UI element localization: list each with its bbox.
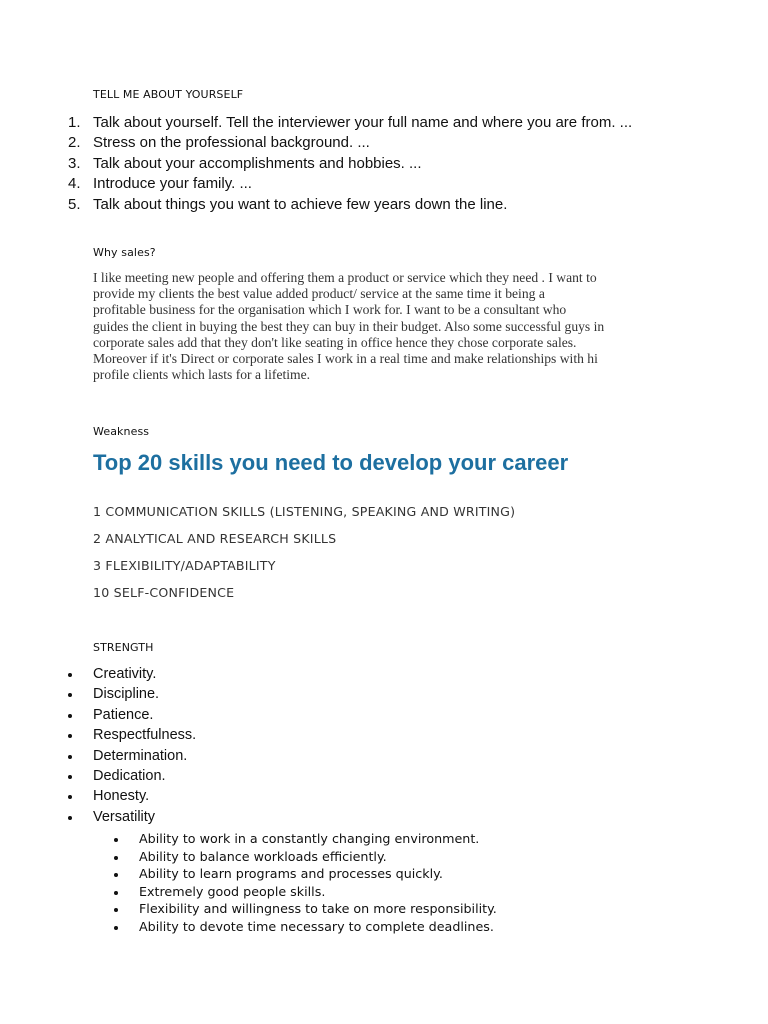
paragraph-line: Moreover if it's Direct or corporate sales I work in a real time and make relationships with hi bbox=[93, 350, 598, 366]
list-item bbox=[110, 848, 497, 866]
list-text: Extremely good people skills. bbox=[139, 883, 326, 899]
list-text: Stress on the professional background. ... bbox=[93, 134, 370, 152]
bullet-icon bbox=[114, 856, 118, 860]
tell-me-list bbox=[64, 113, 632, 215]
bullet-icon bbox=[68, 755, 72, 759]
list-item bbox=[110, 918, 497, 936]
list-item bbox=[64, 786, 196, 806]
list-text: Ability to work in a constantly changing environment. bbox=[139, 831, 480, 846]
list-text: Patience. bbox=[93, 706, 154, 723]
list-number: 3. bbox=[68, 154, 81, 172]
bullet-icon bbox=[68, 816, 72, 820]
list-item bbox=[64, 113, 632, 133]
list-item bbox=[64, 664, 196, 684]
bullet-icon bbox=[68, 673, 72, 677]
paragraph-line: guides the client in buying the best they can buy in their budget. Also some successful guys in bbox=[93, 318, 605, 334]
list-item bbox=[64, 725, 196, 745]
paragraph-line: profile clients which lasts for a lifetime. bbox=[93, 367, 311, 383]
list-number: 4. bbox=[68, 175, 81, 193]
list-text: Ability to learn programs and processes quickly. bbox=[139, 866, 443, 882]
list-text: Flexibility and willingness to take on more responsibility. bbox=[139, 901, 497, 917]
list-text: Talk about your accomplishments and hobbies. ... bbox=[93, 154, 422, 172]
list-text: Versatility bbox=[93, 808, 156, 825]
list-item bbox=[64, 133, 632, 153]
bullet-icon bbox=[114, 926, 118, 930]
list-number: 1. bbox=[68, 114, 81, 131]
paragraph-line: corporate sales add that they don't like seating in office hence they chose corporate sales. bbox=[93, 334, 577, 350]
skill-item: 3 FLEXIBILITY/ADAPTABILITY bbox=[93, 558, 276, 573]
versatility-list bbox=[110, 830, 497, 936]
bullet-icon bbox=[114, 908, 118, 912]
weakness-heading: Weakness bbox=[93, 425, 150, 438]
paragraph-line: profitable business for the organisation which I work for. I want to be a consultant who bbox=[93, 302, 567, 318]
strength-heading: STRENGTH bbox=[93, 641, 154, 654]
list-item bbox=[110, 900, 497, 918]
paragraph-line: I like meeting new people and offering them a product or service which they need . I want to bbox=[93, 270, 597, 285]
list-text: Dedication. bbox=[93, 767, 166, 784]
skill-item: 10 SELF-CONFIDENCE bbox=[93, 585, 235, 600]
bullet-icon bbox=[68, 775, 72, 779]
skill-item: 2 ANALYTICAL AND RESEARCH SKILLS bbox=[93, 531, 337, 546]
skills-list bbox=[93, 503, 515, 611]
list-text: Talk about things you want to achieve few years down the line. bbox=[93, 195, 508, 213]
bullet-icon bbox=[68, 734, 72, 738]
list-text: Honesty. bbox=[93, 788, 150, 805]
list-item bbox=[64, 746, 196, 766]
list-text: Talk about yourself. Tell the interviewer your full name and where you are from. ... bbox=[93, 114, 633, 131]
list-item bbox=[64, 154, 632, 174]
list-item bbox=[64, 705, 196, 725]
list-text: Ability to devote time necessary to complete deadlines. bbox=[139, 918, 494, 934]
bullet-icon bbox=[68, 693, 72, 697]
list-text: Respectfulness. bbox=[93, 727, 197, 744]
list-text: Determination. bbox=[93, 747, 188, 764]
why-sales-paragraph bbox=[93, 270, 683, 383]
why-sales-heading: Why sales? bbox=[93, 246, 156, 259]
list-text: Creativity. bbox=[93, 666, 157, 682]
list-item bbox=[64, 807, 196, 827]
bullet-icon bbox=[68, 714, 72, 718]
list-text: Ability to balance workloads efficiently. bbox=[139, 848, 387, 864]
list-item bbox=[64, 195, 632, 215]
list-item bbox=[110, 830, 497, 848]
list-number: 2. bbox=[68, 134, 81, 152]
strength-list bbox=[64, 664, 196, 827]
list-item bbox=[64, 684, 196, 704]
list-item bbox=[64, 766, 196, 786]
tell-me-heading: TELL ME ABOUT YOURSELF bbox=[93, 88, 244, 101]
list-text: Introduce your family. ... bbox=[93, 175, 252, 193]
list-item bbox=[110, 883, 497, 901]
list-number: 5. bbox=[68, 195, 81, 213]
bullet-icon bbox=[114, 891, 118, 895]
bullet-icon bbox=[114, 838, 118, 842]
list-item bbox=[110, 865, 497, 883]
paragraph-line: provide my clients the best value added product/ service at the same time it being a bbox=[93, 286, 545, 302]
skills-title: Top 20 skills you need to develop your career bbox=[93, 450, 569, 475]
list-item bbox=[64, 174, 632, 194]
bullet-icon bbox=[68, 795, 72, 799]
list-text: Discipline. bbox=[93, 686, 160, 703]
skill-item: 1 COMMUNICATION SKILLS (LISTENING, SPEAKING AND WRITING) bbox=[93, 504, 516, 519]
bullet-icon bbox=[114, 873, 118, 877]
